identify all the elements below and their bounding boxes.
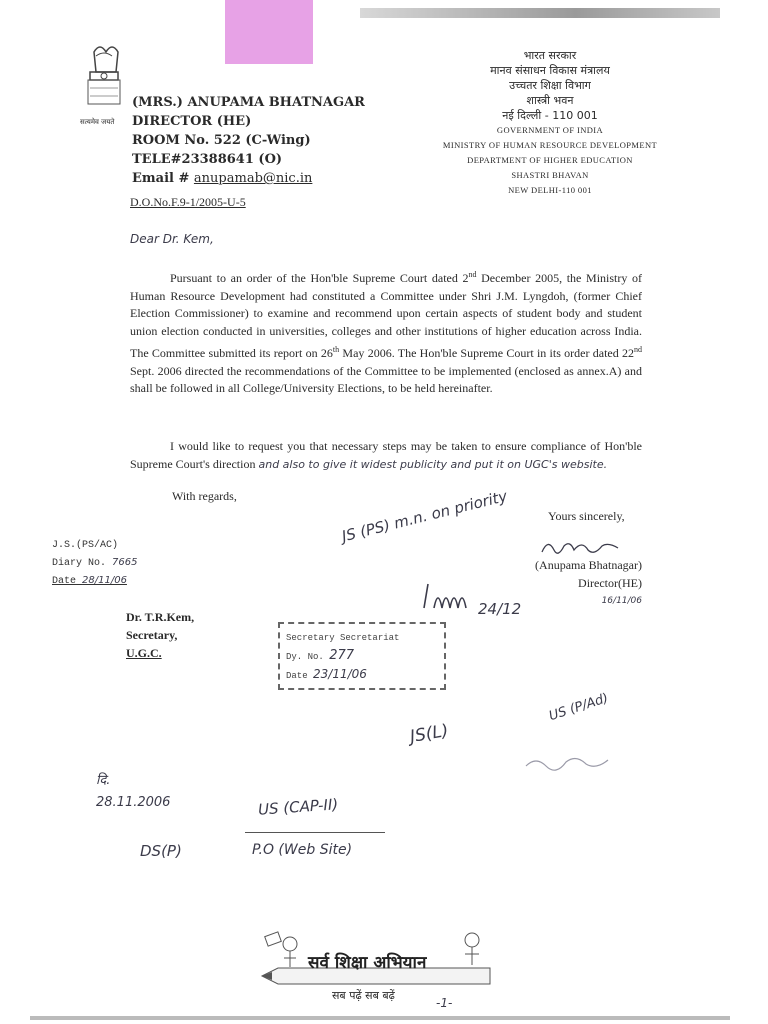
signature-date: 16/11/06 [601, 596, 642, 606]
signatory-title: Director(HE) [578, 576, 642, 590]
annotation-po-web: P.O (Web Site) [252, 842, 353, 858]
annotation-divider [245, 832, 385, 833]
officer-designation: DIRECTOR (HE) [132, 114, 252, 129]
pink-flag-tab [225, 0, 313, 64]
regards: With regards, [172, 489, 237, 503]
secretary-stamp [278, 622, 446, 690]
js-receipt-stamp [52, 537, 137, 590]
annotation-us: US (P/Ad) [547, 690, 611, 725]
hindi-line-4: शास्त्री भवन [526, 94, 574, 107]
emblem-caption: सत्यमेव जयते [80, 118, 115, 126]
body-paragraph-2: I would like to request you that necessary steps may be taken to ensure compliance of Hon'ble Supreme Court's direction and also to give it widest publicity and put it on UGC's website. [130, 439, 642, 471]
annotation-initial-date: 24/12 [478, 600, 522, 618]
english-line-4: SHASTRI BHAVAN [511, 170, 589, 180]
english-line-3: DEPARTMENT OF HIGHER EDUCATION [467, 155, 633, 165]
handwritten-addition: and also to give it widest publicity and put it on UGC's website. [258, 457, 608, 471]
addressee-org: U.G.C. [126, 646, 162, 660]
addressee-name: Dr. T.R.Kem, [126, 610, 195, 624]
letterhead-block [132, 93, 365, 188]
state-emblem [80, 40, 128, 126]
body-paragraph-1: Pursuant to an order of the Hon'ble Supreme Court dated 2nd December 2005, the Ministry of Human Resource Development had constituted a Committee under Shri J.M. Lyngdoh, (former Chief Election Commissioner) to examine and recommend upon certain aspects of student body and student union election conducted in universities, colleges and other institutions of higher education across India. The Committee submitted its report on 26th May 2006. The Hon'ble Supreme Court in its order dated 22nd Sept. 2006 directed the recommendations of the Committee to be implemented (enclosed as annex.A) and shall be followed in all College/University Elections, to be held hereinafter. [130, 270, 642, 396]
hindi-line-2: मानव संसाधन विकास मंत्रालय [490, 64, 610, 77]
footer-tagline: सब पढ़ें सब बढ़ें [332, 989, 395, 1002]
officer-name: (MRS.) ANUPAMA BHATNAGAR [132, 95, 365, 110]
js-stamp-diary: Diary No. 7665 [52, 557, 138, 569]
annotation-js: JS(L) [408, 720, 450, 748]
addressee-title: Secretary, [126, 628, 178, 642]
bottom-edge-line [30, 1016, 730, 1020]
annotation-us-cap: US (CAP-II) [257, 795, 339, 819]
email-link[interactable]: anupamab@nic.in [193, 171, 313, 186]
logo-text: सर्व शिक्षा अभियान [308, 953, 427, 973]
telephone: TELE#23388641 (O) [132, 152, 283, 167]
ministry-header [420, 48, 680, 198]
email-line: Email # anupamab@nic.in [132, 171, 313, 186]
english-line-1: GOVERNMENT OF INDIA [496, 125, 604, 135]
annotation-for-action: JS (PS) m.n. on priority [340, 486, 510, 546]
room-number: ROOM No. 522 (C-Wing) [132, 133, 311, 148]
yours-sincerely: Yours sincerely, [548, 509, 625, 523]
sec-stamp-dy: Dy. No. 277 [286, 648, 355, 663]
english-line-5: NEW DELHI-110 001 [508, 185, 592, 195]
hindi-line-1: भारत सरकार [523, 49, 577, 62]
reference-number: D.O.No.F.9-1/2005-U-5 [130, 195, 246, 209]
annotation-date: दि. 28.11.2006 [96, 773, 171, 810]
faint-scribble [524, 752, 614, 782]
salutation: Dear Dr. Kem, [130, 232, 214, 246]
addressee-block [126, 608, 194, 662]
sec-stamp-date: Date 23/11/06 [286, 667, 367, 681]
signatory-block [510, 540, 642, 610]
annotation-ds: DS(P) [140, 842, 182, 860]
top-edge-bar [360, 8, 720, 18]
english-line-2: MINISTRY OF HUMAN RESOURCE DEVELOPMENT [442, 140, 658, 150]
sec-stamp-title: Secretary Secretariat [286, 633, 400, 643]
page-number: -1- [436, 996, 453, 1010]
sarva-shiksha-abhiyan-logo [260, 930, 500, 990]
js-stamp-date: Date 28/11/06 [52, 575, 127, 587]
hindi-line-5: नई दिल्ली - 110 001 [502, 109, 598, 122]
hindi-line-3: उच्चतर शिक्षा विभाग [509, 79, 591, 92]
js-stamp-title: J.S.(PS/AC) [52, 540, 119, 551]
signatory-name: (Anupama Bhatnagar) [535, 558, 642, 572]
emblem-icon [80, 40, 128, 126]
